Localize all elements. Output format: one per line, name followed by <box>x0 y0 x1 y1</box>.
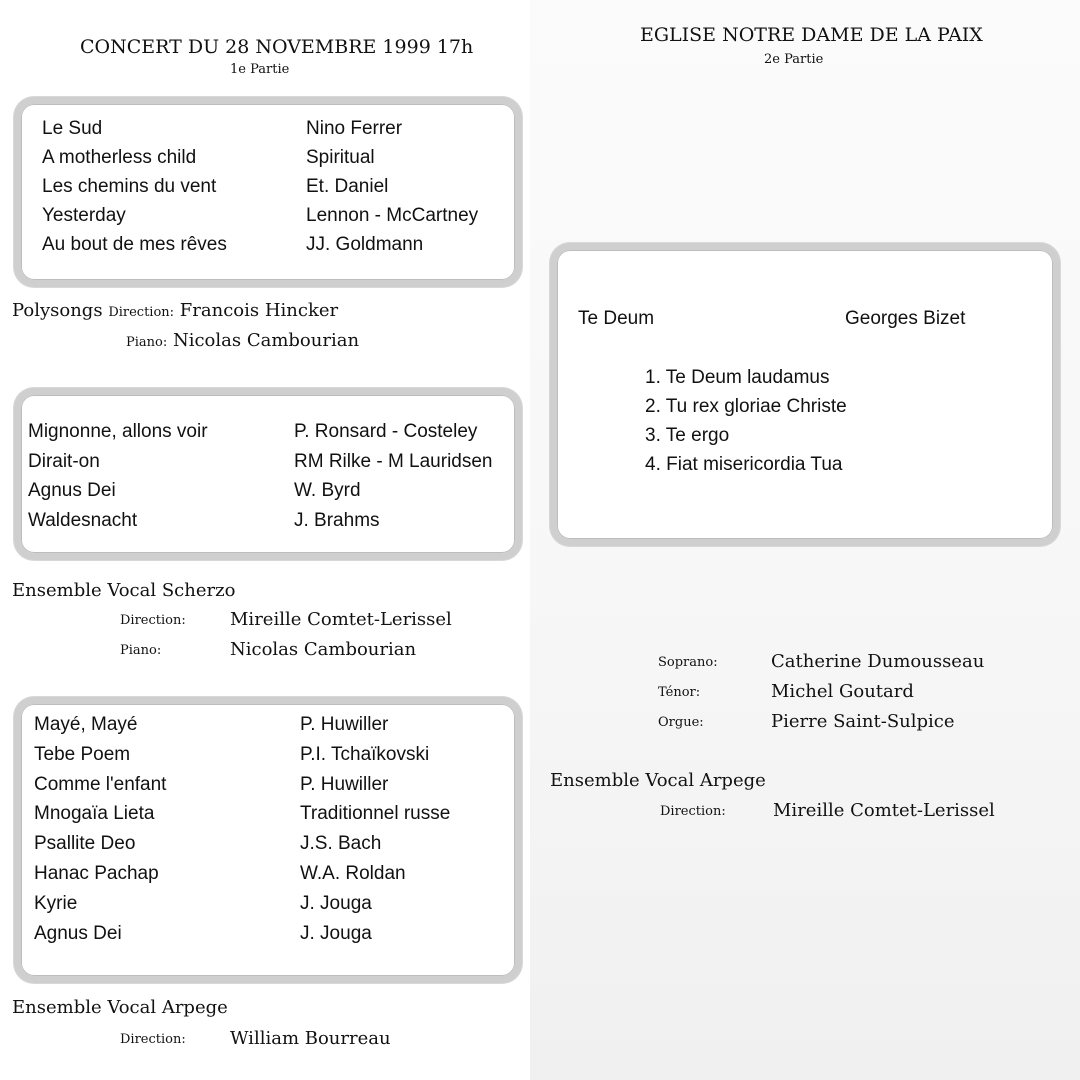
piece-title: Tebe Poem <box>34 743 131 765</box>
soloist-role: Ténor: <box>658 685 701 700</box>
piece-composer: J. Brahms <box>294 509 380 531</box>
piece-composer: W. Byrd <box>294 480 361 501</box>
piece-title: Mignonne, allons voir <box>28 421 208 442</box>
te-deum-box <box>550 243 1060 546</box>
movement-item: 1. Te Deum laudamus <box>645 367 830 388</box>
piece-title: Agnus Dei <box>34 922 122 944</box>
piece-composer: JJ. Goldmann <box>306 234 424 255</box>
piece-composer: P. Ronsard - Costeley <box>294 421 478 442</box>
movement-item: 3. Te ergo <box>645 425 730 446</box>
piano-label: Piano: <box>120 643 162 658</box>
church-title: EGLISE NOTRE DAME DE LA PAIX <box>640 24 983 46</box>
concert-title: CONCERT DU 28 NOVEMBRE 1999 17h <box>80 36 474 58</box>
piece-title: Mayé, Mayé <box>34 714 138 735</box>
director-name: Francois Hincker <box>179 300 339 321</box>
piece-composer: P.I. Tchaïkovski <box>300 743 430 765</box>
piece-title: Kyrie <box>34 892 78 914</box>
piece-composer: W.A. Roldan <box>300 863 406 884</box>
direction-label: Direction: <box>108 305 175 320</box>
piece-title: Agnus Dei <box>28 480 116 501</box>
piece-title: Mnogaïa Lieta <box>34 803 155 825</box>
movement-item: 4. Fiat misericordia Tua <box>645 454 843 475</box>
group-scherzo-name: Ensemble Vocal Scherzo <box>12 580 236 601</box>
piece-composer: Lennon - McCartney <box>306 205 479 226</box>
piece-title: A motherless child <box>42 147 197 168</box>
soloist-name: Pierre Saint-Sulpice <box>771 711 955 732</box>
piece-title: Yesterday <box>42 205 126 226</box>
soloist-name: Catherine Dumousseau <box>771 651 985 672</box>
piece-composer: RM Rilke - M Lauridsen <box>294 450 493 472</box>
work-composer: Georges Bizet <box>845 308 966 329</box>
pianist-name: Nicolas Cambourian <box>230 639 417 660</box>
soloist-role: Soprano: <box>658 655 718 670</box>
direction-label: Direction: <box>120 613 186 628</box>
part-one-subtitle: 1e Partie <box>230 62 290 77</box>
group-arpege-name: Ensemble Vocal Arpege <box>550 770 766 791</box>
piece-composer: J. Jouga <box>300 892 372 914</box>
director-name: William Bourreau <box>230 1028 391 1049</box>
group-arpege-name: Ensemble Vocal Arpege <box>12 997 228 1018</box>
piece-composer: J. Jouga <box>300 922 372 944</box>
piece-title: Dirait-on <box>28 450 100 472</box>
director-name: Mireille Comtet-Lerissel <box>773 800 995 821</box>
piece-title: Waldesnacht <box>28 509 138 531</box>
piece-composer: J.S. Bach <box>300 833 382 855</box>
piece-composer: P. Huwiller <box>300 714 389 735</box>
group-name: Polysongs <box>12 300 103 321</box>
piece-title: Le Sud <box>42 118 103 139</box>
piece-composer: Traditionnel russe <box>300 803 451 825</box>
part-two-subtitle: 2e Partie <box>764 52 824 67</box>
piece-composer: Et. Daniel <box>306 176 389 197</box>
movement-item: 2. Tu rex gloriae Christe <box>645 396 847 417</box>
group-polysongs <box>12 300 338 321</box>
direction-label: Direction: <box>120 1032 186 1047</box>
direction-label: Direction: <box>660 804 726 819</box>
work-title: Te Deum <box>578 308 655 329</box>
piece-composer: P. Huwiller <box>300 773 389 795</box>
piece-composer: Spiritual <box>306 147 375 168</box>
piece-title: Au bout de mes rêves <box>42 234 227 255</box>
pianist-line-1 <box>126 330 359 351</box>
piano-label: Piano: <box>126 335 168 350</box>
soloist-name: Michel Goutard <box>771 681 914 702</box>
piece-composer: Nino Ferrer <box>306 118 403 139</box>
soloist-role: Orgue: <box>658 715 704 730</box>
piece-title: Psallite Deo <box>34 833 136 855</box>
pianist-name: Nicolas Cambourian <box>172 330 360 351</box>
piece-title: Les chemins du vent <box>42 176 217 197</box>
director-name: Mireille Comtet-Lerissel <box>230 609 452 630</box>
program-box-2 <box>14 388 522 560</box>
piece-title: Comme l'enfant <box>34 773 167 795</box>
piece-title: Hanac Pachap <box>34 863 159 884</box>
